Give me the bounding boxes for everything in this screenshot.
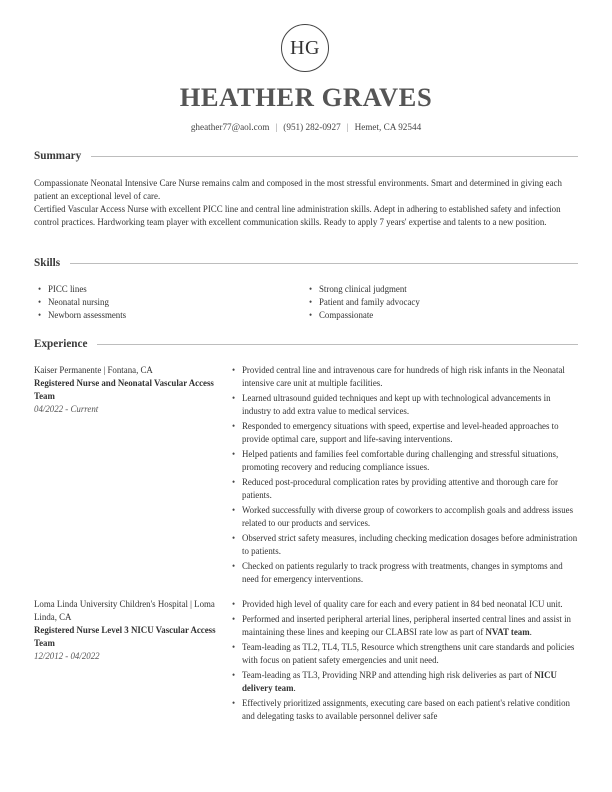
summary-body [34, 177, 578, 229]
skill-item: • Patient and family advocacy [309, 296, 420, 309]
contact-separator: | [346, 122, 349, 132]
summary-heading: Summary [34, 150, 82, 162]
skills-heading: Skills [34, 257, 61, 269]
section-divider [97, 344, 578, 345]
monogram-badge [281, 24, 329, 72]
contact-line [0, 122, 612, 132]
bullet-text-end: . [529, 627, 532, 637]
summary-paragraph: Compassionate Neonatal Intensive Care Nurse remains calm and composed in the most stressful environments. Smart and determined in giving each patient an exceptional level of care. [34, 178, 562, 201]
job-meta [34, 598, 226, 663]
job-bullet [232, 641, 580, 667]
skill-item: • PICC lines [38, 283, 126, 296]
contact-separator: | [275, 122, 278, 132]
bullet-text: Team-leading as TL2, TL4, TL5, Resource which strengthens unit care standards and policies with focus on patient safety emergencies and unit need. [242, 641, 575, 665]
summary-paragraph: Certified Vascular Access Nurse with excellent PICC line and central line administration skills. Adept in adhering to established safety and infection control practices. Hardworking team player with excellent communication skills. Ready to apply 7 years' expertise and talents to a new position. [34, 204, 561, 227]
job-bullet-list [232, 364, 580, 588]
monogram-text: HG [290, 36, 320, 59]
job-bullet: • Reduced post-procedural complication rates by providing attentive and thorough care for patients. [232, 476, 580, 502]
job-meta [34, 364, 226, 416]
bullet-text: Team-leading as TL3, Providing NRP and attending high risk deliveries as part of [242, 669, 535, 680]
skills-right-column [309, 283, 420, 322]
bullet-text: Performed and inserted peripheral arterial lines, peripheral inserted central lines and assist in maintaining these lines and keeping our CLABSI rate low as part of [242, 613, 571, 637]
job-dates: 04/2022 - Current [34, 404, 99, 414]
section-divider [70, 263, 578, 264]
job-bullet: • Observed strict safety measures, including checking medication dosages before administration to patients. [232, 532, 580, 558]
skill-item: • Newborn assessments [38, 309, 126, 322]
skill-item: • Compassionate [309, 309, 420, 322]
job-dates: 12/2012 - 04/2022 [34, 651, 100, 661]
experience-heading: Experience [34, 338, 88, 350]
job-title: Registered Nurse Level 3 NICU Vascular Access Team [34, 625, 216, 648]
bullet-text-end: . [293, 683, 296, 693]
job-bullet [232, 613, 580, 639]
job-bullet: • Learned ultrasound guided techniques and kept up with technological advancements in industry to add extra value to medical services. [232, 392, 580, 418]
job-bullet [232, 598, 580, 611]
skills-left-column [38, 283, 126, 322]
bullet-text: Provided high level of quality care for each and every patient in 84 bed neonatal ICU unit. [242, 599, 563, 609]
job-employer: Kaiser Permanente | Fontana, CA [34, 365, 153, 375]
job-title: Registered Nurse and Neonatal Vascular Access Team [34, 378, 214, 401]
contact-email: gheather77@aol.com [190, 122, 270, 132]
job-bullet: • Provided central line and intravenous care for hundreds of high risk infants in the Neonatal intensive care unit at multiple facilities. [232, 364, 580, 390]
job-bullet-list [232, 598, 580, 725]
skills-section-header [34, 256, 578, 270]
skill-item: • Neonatal nursing [38, 296, 126, 309]
job-bullet [232, 669, 580, 695]
contact-location: Hemet, CA 92544 [354, 122, 422, 132]
summary-section-header [34, 149, 578, 163]
candidate-name: HEATHER GRAVES [179, 82, 433, 112]
contact-phone: (951) 282-0927 [283, 122, 341, 132]
bullet-emphasis: NVAT team [485, 627, 530, 637]
bullet-text: Effectively prioritized assignments, executing care based on each patient's relative condition and delegating tasks to available personnel deliver safe [242, 697, 570, 721]
skill-item: • Strong clinical judgment [309, 283, 420, 296]
bullet-emphasis: NICU delivery team [242, 669, 557, 693]
job-bullet: • Worked successfully with diverse group of coworkers to accomplish goals and address issues related to our products and services. [232, 504, 580, 530]
job-bullet: • Helped patients and families feel comfortable during challenging and stressful situations, promoting recovery and reducing compliance issues. [232, 448, 580, 474]
job-bullet: • Checked on patients regularly to track progress with treatments, changes in symptoms and need for emergency interventions. [232, 560, 580, 586]
section-divider [91, 156, 578, 157]
job-bullet [232, 697, 580, 723]
job-employer: Loma Linda University Children's Hospital | Loma Linda, CA [34, 599, 215, 622]
experience-section-header [34, 337, 578, 351]
job-bullet: • Responded to emergency situations with speed, expertise and level-headed approaches to provide optimal care, support and life-saving interventions. [232, 420, 580, 446]
